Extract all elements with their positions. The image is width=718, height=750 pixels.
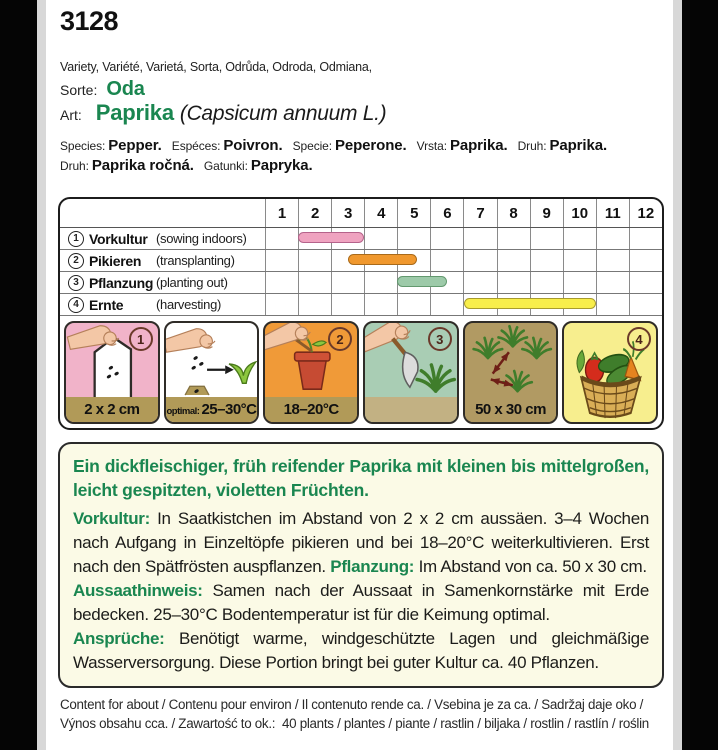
variety-name: Oda (106, 78, 145, 100)
grid-cell-9 (530, 228, 563, 249)
grid-cell-2 (298, 250, 331, 271)
grid-cell-3 (331, 272, 364, 293)
calendar-term-wrap (68, 297, 156, 313)
calendar-row-pikieren (60, 250, 662, 272)
calendar-table (60, 199, 662, 316)
activity-term-de: Ernte (89, 296, 124, 313)
grid-cell-11 (596, 250, 629, 271)
species-translation-line (172, 139, 287, 153)
description-box (58, 442, 664, 688)
step-number-icon: 3 (428, 327, 452, 351)
grid-cell-1 (265, 250, 298, 271)
cultivation-calendar (58, 197, 664, 430)
species-translation-line (60, 139, 166, 153)
grid-cell-10 (563, 228, 596, 249)
grid-cell-5 (397, 228, 430, 249)
step-number-icon: 1 (68, 231, 84, 247)
variety-description: Ein dickfleischiger, früh reifender Paprika mit kleinen bis mittelgroßen, leicht gespitzten, violetten Früchten. (73, 456, 649, 500)
caption-text: 18–20°C (283, 401, 339, 418)
species-latin-name: (Capsicum annuum L.) (179, 102, 387, 125)
pictogram-tile-spacing (463, 321, 559, 424)
calendar-row-label (60, 250, 265, 271)
packet-panel (46, 0, 673, 750)
pictogram-tile-sow-packet (64, 321, 160, 424)
variety-line (60, 78, 145, 101)
activity-bar-pikieren (348, 254, 417, 265)
calendar-header-spacer (60, 199, 265, 227)
translation-label: Druh: (60, 159, 89, 173)
step-number-icon: 3 (68, 275, 84, 291)
step-number-icon: 1 (129, 327, 153, 351)
activity-bar-ernte (464, 298, 596, 309)
grid-cell-6 (430, 228, 463, 249)
caption-text: 25–30°C (201, 401, 257, 418)
translation-label: Espéces: (171, 139, 221, 153)
grid-cell-6 (430, 294, 463, 315)
species-row-2 (60, 156, 660, 176)
photo-edge-right (682, 0, 718, 750)
translation-value: Paprika ročná. (91, 157, 198, 174)
pictogram-row (60, 316, 662, 428)
instruction-text: In Saatkistchen im Abstand von 2 x 2 cm aussäen. 3–4 Wochen nach Aufgang in Einzeltöpfe pikieren und bei 18–20°C weiterkultivieren. Erst nach den Spätfrösten auspflanzen. (73, 509, 649, 576)
calendar-row-vorkultur (60, 228, 662, 250)
calendar-term-wrap (68, 231, 156, 247)
calendar-grid (265, 250, 662, 271)
grid-cell-12 (629, 294, 662, 315)
grid-cell-5 (397, 294, 430, 315)
activity-bar-vorkultur (298, 232, 364, 243)
month-header-10: 10 (563, 199, 596, 227)
instruction-paragraph-1 (73, 507, 649, 579)
calendar-header-row (60, 199, 662, 228)
grid-cell-2 (298, 272, 331, 293)
grid-cell-12 (629, 272, 662, 293)
caption-text: 50 x 30 cm (475, 401, 546, 418)
grid-cell-12 (629, 250, 662, 271)
species-translation-line (518, 139, 607, 153)
instruction-text: Im Abstand von ca. 50 x 30 cm. (414, 557, 647, 576)
grid-cell-4 (364, 228, 397, 249)
step-number-icon: 2 (328, 327, 352, 351)
step-number-icon: 4 (68, 297, 84, 313)
species-row-1 (60, 136, 660, 156)
grid-cell-4 (364, 294, 397, 315)
grid-cell-11 (596, 294, 629, 315)
translation-value: Poivron. (223, 137, 287, 154)
translation-value: Paprika. (449, 137, 512, 154)
caption-text: 2 x 2 cm (84, 401, 140, 418)
caption-prefix: optimal: (166, 406, 200, 417)
grid-cell-11 (596, 228, 629, 249)
instruction-heading: Aussaathinweis: (73, 581, 203, 600)
pictogram-caption (365, 397, 457, 422)
translation-value: Paprika. (549, 137, 608, 154)
grid-cell-9 (530, 272, 563, 293)
month-header-7: 7 (463, 199, 496, 227)
species-translations (60, 136, 660, 176)
footnote-line-2: Výnos obsahu cca. / Zawartość to ok.: 40 plants / plantes / piante / rastlin / biljaka / rostlin / rastlín / roślin (60, 716, 649, 731)
content-footnote (60, 695, 660, 733)
species-translation-line (417, 139, 512, 153)
month-header-2: 2 (298, 199, 331, 227)
grid-cell-2 (298, 294, 331, 315)
translation-label: Gatunki: (203, 159, 248, 173)
pictogram-tile-basket (562, 321, 658, 424)
calendar-row-label (60, 272, 265, 293)
month-header-8: 8 (497, 199, 530, 227)
translation-label: Vrsta: (416, 139, 447, 153)
grid-cell-8 (497, 228, 530, 249)
calendar-row-label (60, 228, 265, 249)
instruction-text: Samen nach der Aussaat in Samenkornstärke mit Erde bedecken. 25–30°C Bodentemperatur ist für die Keimung optimal. (73, 581, 649, 624)
grid-cell-1 (265, 294, 298, 315)
month-header-11: 11 (596, 199, 629, 227)
calendar-grid (265, 294, 662, 315)
translation-value: Peperone. (334, 137, 411, 154)
species-common-name: Paprika (95, 100, 174, 125)
instruction-heading: Pflanzung: (330, 557, 415, 576)
art-label: Art: (60, 107, 82, 123)
calendar-term-wrap (68, 275, 156, 291)
grid-cell-7 (463, 228, 496, 249)
grid-cell-12 (629, 228, 662, 249)
activity-term-en: (harvesting) (156, 297, 222, 312)
translation-value: Pepper. (108, 137, 166, 154)
grid-cell-7 (463, 250, 496, 271)
grid-cell-1 (265, 272, 298, 293)
activity-term-de: Pikieren (89, 252, 142, 269)
variety-languages-line: Variety, Variété, Varietá, Sorta, Odrůda, Odroda, Odmiana, (60, 60, 372, 74)
calendar-row-ernte (60, 294, 662, 316)
activity-bar-pflanzung (397, 276, 447, 287)
sorte-label: Sorte: (60, 82, 98, 98)
activity-term-en: (sowing indoors) (156, 231, 247, 246)
calendar-month-headers (265, 199, 662, 227)
activity-term-de: Vorkultur (89, 230, 148, 247)
sow-germinate-icon (166, 323, 258, 397)
grid-cell-8 (497, 250, 530, 271)
pictogram-caption (465, 397, 557, 422)
calendar-term-wrap (68, 253, 156, 269)
pictogram-caption (66, 397, 158, 422)
calendar-row-label (60, 294, 265, 315)
pictogram-art (166, 323, 258, 397)
month-header-5: 5 (397, 199, 430, 227)
grid-cell-10 (563, 272, 596, 293)
grid-cell-6 (430, 250, 463, 271)
species-translation-line (204, 159, 313, 173)
activity-term-en: (planting out) (156, 275, 228, 290)
species-line (60, 100, 386, 126)
pictogram-tile-trowel (363, 321, 459, 424)
month-header-1: 1 (265, 199, 298, 227)
photo-edge-left (0, 0, 37, 750)
packet-edge-shadow-left (37, 0, 46, 750)
step-number-icon: 4 (627, 327, 651, 351)
grid-cell-3 (331, 294, 364, 315)
month-header-12: 12 (629, 199, 662, 227)
activity-term-en: (transplanting) (156, 253, 235, 268)
calendar-grid (265, 228, 662, 249)
step-number-icon: 2 (68, 253, 84, 269)
calendar-grid (265, 272, 662, 293)
translation-label: Specie: (292, 139, 332, 153)
instruction-paragraph-3 (73, 627, 649, 675)
grid-cell-4 (364, 272, 397, 293)
grid-cell-1 (265, 228, 298, 249)
translation-value: Papryka. (250, 157, 313, 174)
translation-label: Druh: (517, 139, 547, 153)
pictogram-tile-sow-germinate (164, 321, 260, 424)
translation-label: Species: (60, 139, 106, 153)
pictogram-art (465, 323, 557, 397)
cultivation-instructions (73, 507, 649, 675)
instruction-heading: Vorkultur: (73, 509, 150, 528)
instruction-paragraph-2 (73, 579, 649, 627)
month-header-3: 3 (331, 199, 364, 227)
instruction-heading: Ansprüche: (73, 629, 165, 648)
spacing-icon (465, 323, 557, 397)
month-header-6: 6 (430, 199, 463, 227)
grid-cell-10 (563, 250, 596, 271)
species-translation-line (60, 159, 198, 173)
pictogram-caption (265, 397, 357, 422)
grid-cell-7 (463, 272, 496, 293)
pictogram-tile-pot (263, 321, 359, 424)
species-translation-line (293, 139, 411, 153)
month-header-9: 9 (530, 199, 563, 227)
activity-term-de: Pflanzung (89, 274, 154, 291)
article-number: 3128 (60, 6, 119, 36)
instruction-text: Benötigt warme, windgeschützte Lagen und gleichmäßige Wasserversorgung. Diese Portion bringt bei guter Kultur ca. 40 Pflanzen. (73, 629, 649, 672)
packet-edge-shadow-right (673, 0, 682, 750)
month-header-4: 4 (364, 199, 397, 227)
calendar-row-pflanzung (60, 272, 662, 294)
footnote-line-1: Content for about / Contenu pour environ / Il contenuto rende ca. / Vsebina je za ca. / Sadržaj daje oko / (60, 697, 644, 712)
grid-cell-9 (530, 250, 563, 271)
pictogram-caption (166, 397, 258, 422)
grid-cell-8 (497, 272, 530, 293)
grid-cell-11 (596, 272, 629, 293)
